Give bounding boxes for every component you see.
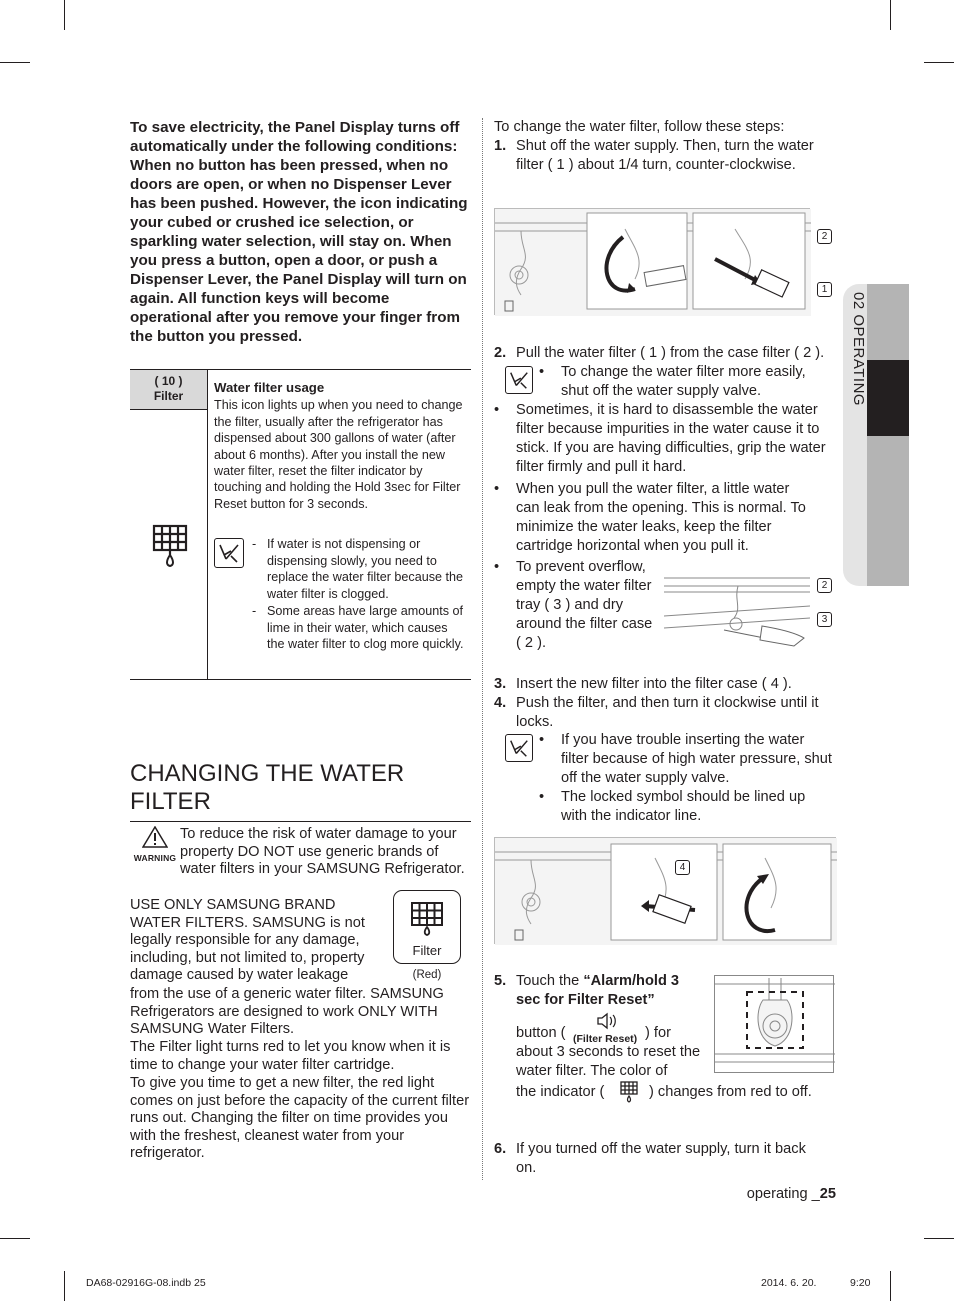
callout-2: 2 <box>817 229 832 244</box>
filter-grid-icon <box>152 524 188 568</box>
filter-reset-label: (Filter Reset) <box>573 1033 638 1045</box>
filter-indicator-button <box>393 890 461 964</box>
note-icon <box>505 366 533 394</box>
crop-mark <box>64 1271 65 1301</box>
section-tab-marker <box>867 360 909 436</box>
note-icon <box>505 734 533 762</box>
table-number: ( 10 ) <box>154 374 183 388</box>
power-saving-paragraph: To save electricity, the Panel Display turns off automatically under the following conditions: When no button has been pressed, when no doors are open, or when no Dispenser Lever has been pushed. However, the icon indicating your cubed or crushed ice selection, or sparkling water selection, will stay on. When you press a button, open a door, or push a Dispenser Lever, the Panel Display will turn on again. All function keys will become operational after you remove your finger from the button you pressed. <box>130 119 468 345</box>
step-5-indicator-post: ) changes from red to off. <box>649 1084 812 1100</box>
give-time-text: To give you time to get a new filter, the red light comes on just before the capacity of the current filter runs out. Changing the filter on time provides you with the freshest, cleanest water from your refrigerator. <box>130 1075 470 1162</box>
table-title: Water filter usage <box>214 380 325 395</box>
step-5-indicator-pre: the indicator ( <box>516 1084 605 1100</box>
speaker-icon <box>596 1012 618 1030</box>
table-icon-cell <box>130 410 208 680</box>
column-divider <box>482 118 483 1180</box>
use-only-text-cont: from the use of a generic water filter. SAMSUNG Refrigerators are designed to work ONLY WITH SAMSUNG Water Filters. <box>130 986 444 1038</box>
callout-4: 4 <box>675 860 690 875</box>
crop-mark <box>64 0 65 30</box>
illustration-filter-reset-panel <box>714 975 834 1073</box>
note-item: - Some areas have large amounts of lime in their water, which causes the water filter to clog more quickly. <box>252 604 464 651</box>
crop-mark <box>890 1271 891 1301</box>
crop-mark <box>0 1238 30 1239</box>
slug-date: 2014. 6. 20. <box>761 1277 817 1289</box>
slug-time: 9:20 <box>850 1277 871 1289</box>
table-description <box>214 380 466 512</box>
step-5-button-post: ) for <box>645 1025 671 1041</box>
warning-text: To reduce the risk of water damage to your property DO NOT use generic brands of water filters in your SAMSUNG Refrigerator. <box>180 826 465 878</box>
crop-mark <box>924 62 954 63</box>
use-only-text: USE ONLY SAMSUNG BRAND WATER FILTERS. SAMSUNG is not legally responsible for any damage, including, but not limited to, property damage caused by water leakage <box>130 897 365 984</box>
filter-grid-icon <box>410 901 444 937</box>
table-label-cell <box>130 370 208 410</box>
filter-button-color: (Red) <box>412 969 442 981</box>
section-tab-label: 02 OPERATING <box>850 292 867 407</box>
page-number: 25 <box>819 1186 836 1202</box>
callout-2: 2 <box>817 578 832 593</box>
crop-mark <box>890 0 891 30</box>
callout-3: 3 <box>817 612 832 627</box>
crop-mark <box>924 1238 954 1239</box>
step-5-button-pre: button ( <box>516 1025 566 1041</box>
steps-intro: To change the water filter, follow these steps: <box>494 119 785 135</box>
filter-grid-icon <box>620 1081 638 1105</box>
note-icon <box>214 538 244 568</box>
filter-button-label: Filter <box>412 943 442 958</box>
callout-1: 1 <box>817 282 832 297</box>
page-footer <box>700 1186 836 1202</box>
crop-mark <box>0 62 30 63</box>
section-heading: CHANGING THE WATER FILTER <box>130 760 471 822</box>
illustration-filter-tray <box>664 556 810 654</box>
illustration-remove-filter <box>494 208 810 315</box>
table-label: Filter <box>153 389 184 403</box>
warning-label: WARNING <box>133 853 177 863</box>
note-item: - If water is not dispensing or dispensing slowly, you need to replace the water filter because the water filter is clogged. <box>252 537 464 601</box>
table-desc-text: This icon lights up when you need to change the filter, usually after the refrigerator has dispensed about 300 gallons of water (after about 6 months). After you install the new water filter, reset the filter indicator by touching and holding the Hold 3sec for Filter Reset button for 3 seconds. <box>214 398 463 511</box>
step-5-rest: about 3 seconds to reset the water filter. The color of <box>516 1044 701 1079</box>
note-list <box>252 536 468 654</box>
filter-light-text: The Filter light turns red to let you know when it is time to change your water filter cartridge. <box>130 1039 451 1073</box>
warning-block <box>130 826 180 862</box>
filter-icon-table <box>130 369 471 680</box>
warning-icon <box>142 826 168 848</box>
slug-file: DA68-02916G-08.indb 25 <box>86 1277 206 1289</box>
illustration-insert-filter <box>494 837 836 944</box>
footer-section: operating _ <box>746 1186 820 1202</box>
